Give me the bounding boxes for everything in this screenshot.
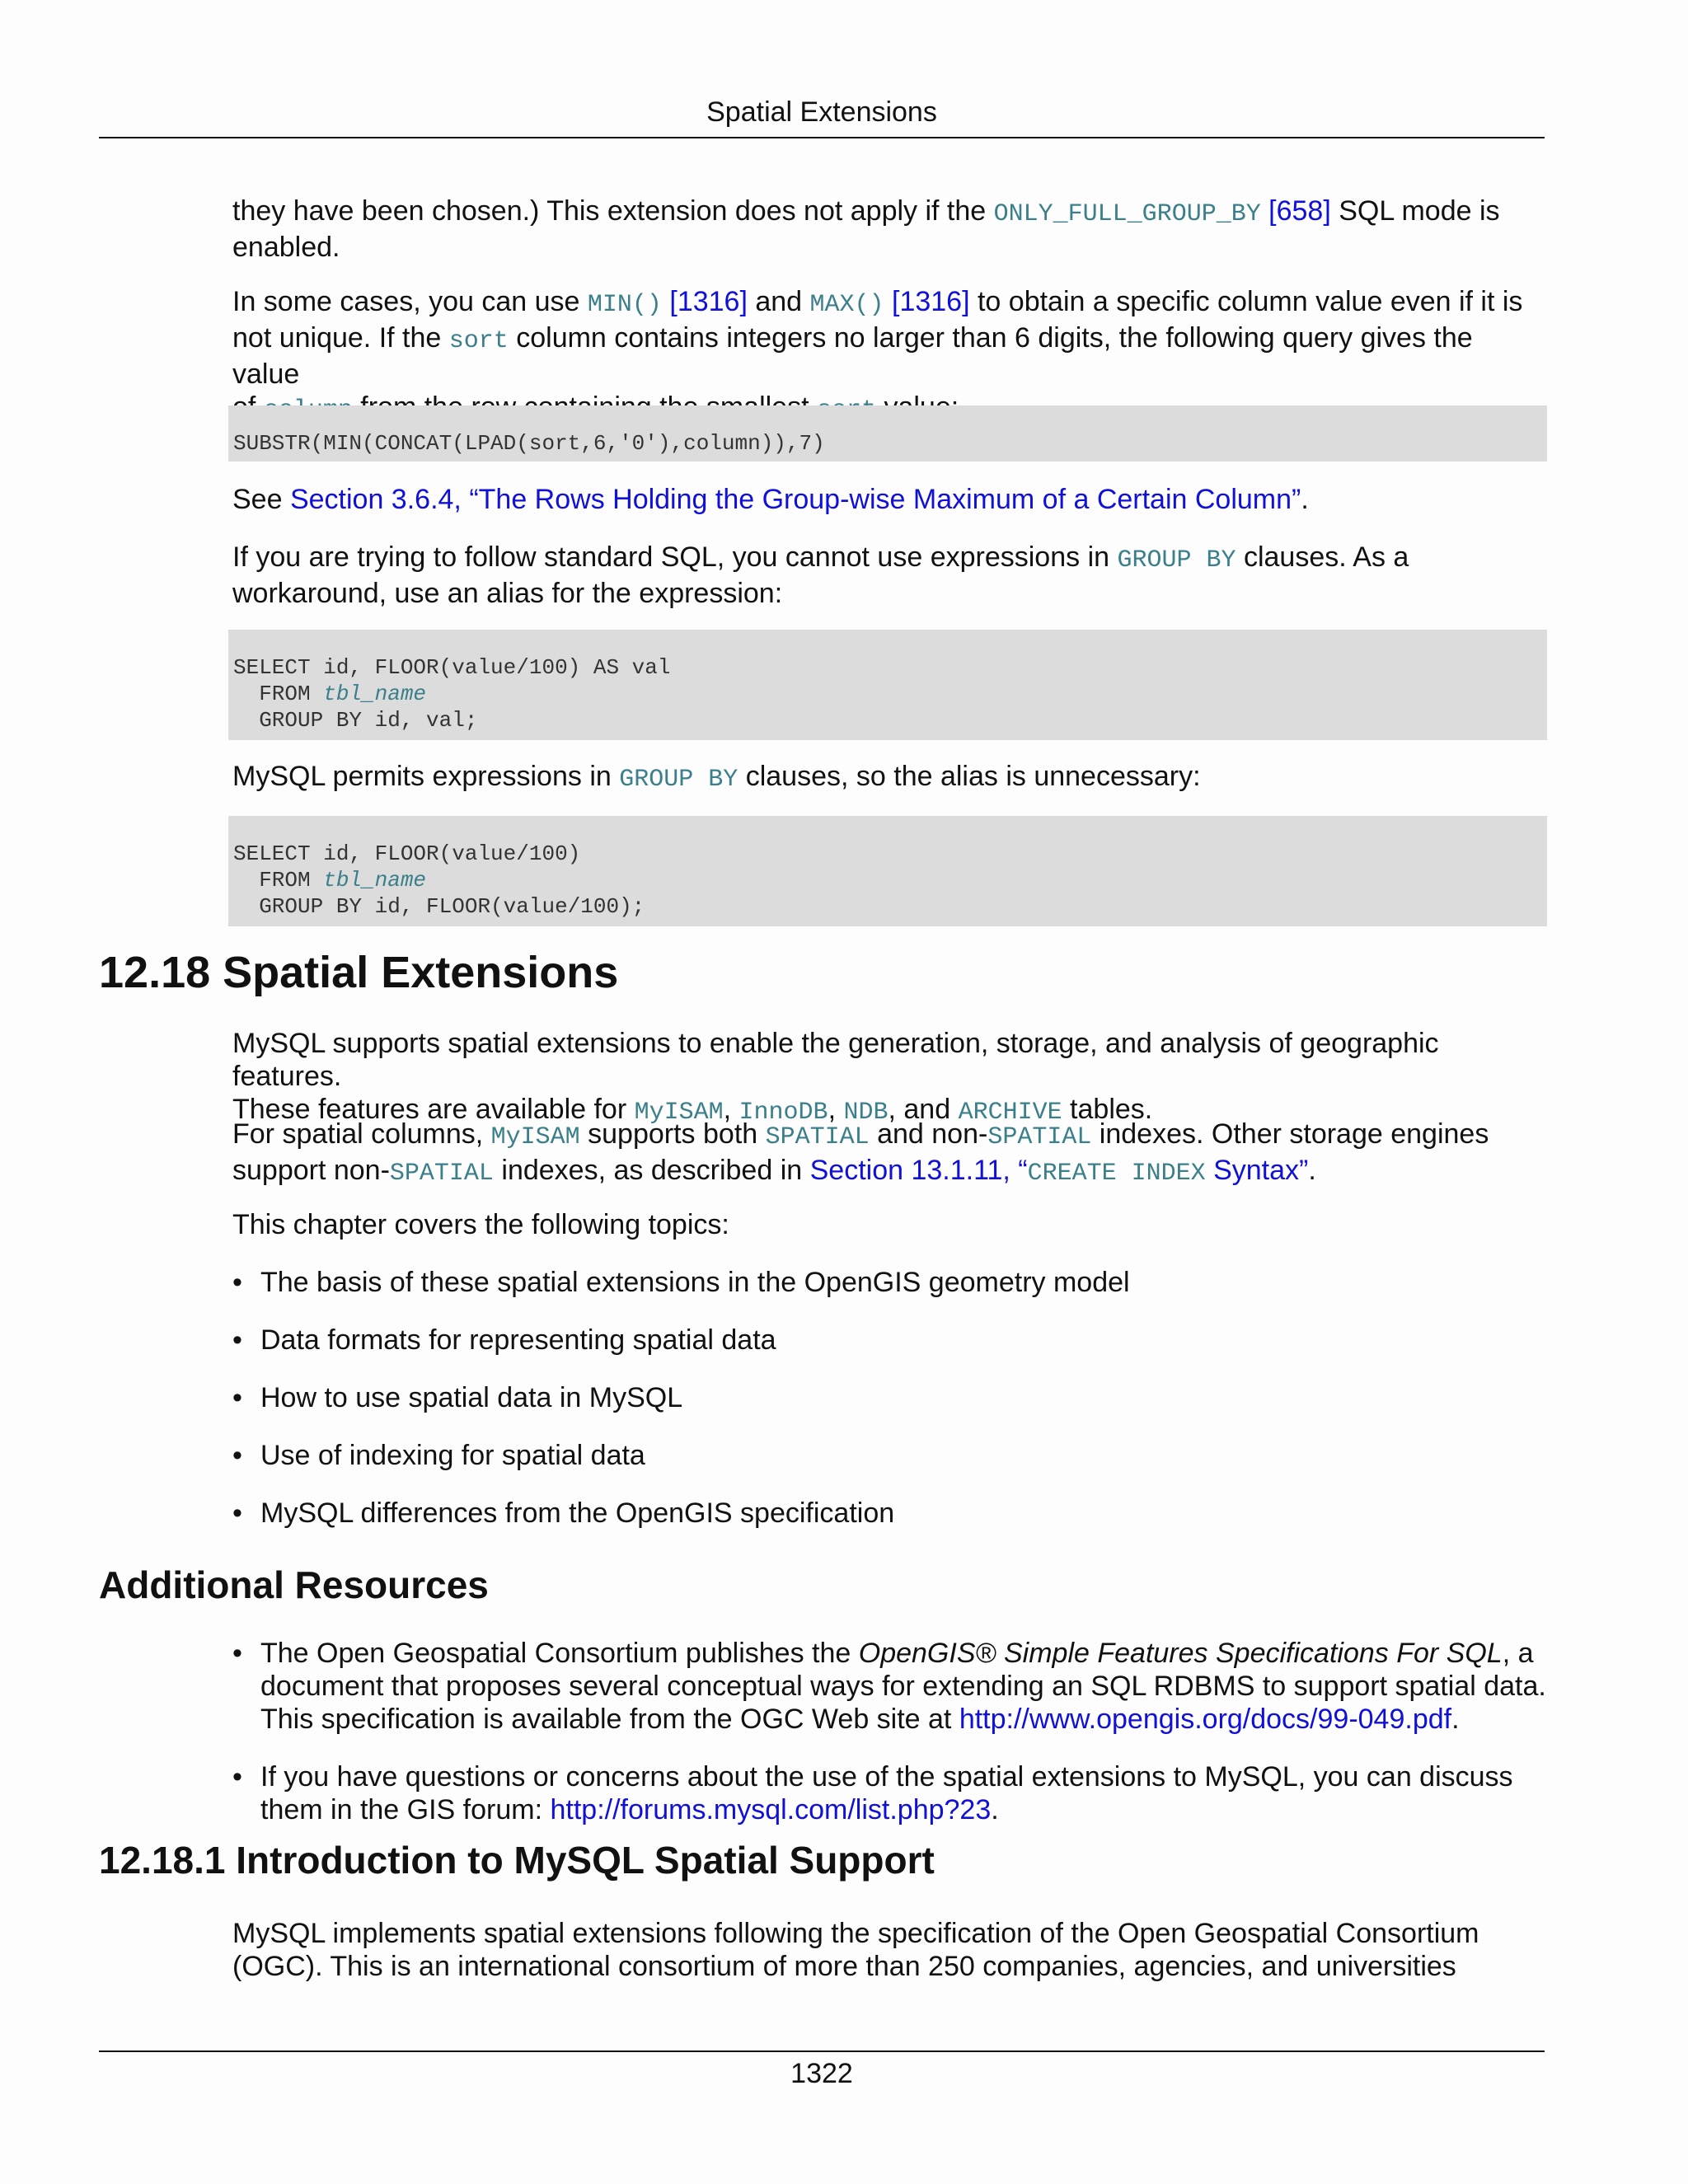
document-page: Spatial Extensions they have been chosen.) This extension does not apply if the ONLY_FULL_GROUP_BY [658] SQL mode is enabled. In some cases, you can use MIN() [1316] and MAX() [1316] to obtain a specific column value even if it is not unique. If the sort column contains integers no larger than 6 digits, the following query gives the value SUBSTR(MIN(CONCAT(LPAD(sort,6,'0'),column)),7) See Section 3.6.4, “The Rows Holding the Group-wise Maximum of a Certain Column”. If you are trying to follow standard SQL, you cannot use expressions in GROUP BY clauses. As a workaround, use an alias for the expression: SELECT id, FLOOR(value/100) AS val FROM tbl_name GROUP BY id, val; MySQL permits expressions in GROUP BY clauses, so the alias is unnecessary: SELECT id, FLOOR(value/100) FROM tbl_name GROUP BY id, FLOOR(value/100); 12.18 Spatial Extensions MySQL supports spatial extensions to enable the generation, storage, and analysis of geographic features. These features are available for MyISAM, InnoDB, NDB, and ARCHIVE tables. For spatial columns, MyISAM supports both SPATIAL and non-SPATIAL indexes. Other storage engines support non-SPATIAL indexes, as described in Section 13.1.11, “CREATE INDEX Syntax”. This chapter covers the following topics: • The basis of these spatial extensions in the OpenGIS geometry model • Data formats for representing spatial data • How to use spatial data in MySQL • Use of indexing for spatial data • MySQL differences from the OpenGIS specification Additional Resources • The Open Geospatial Consortium publishes the OpenGIS® Simple Features Specifications For SQL, a document that proposes several conceptual ways for extending an SQL RDBMS to support spatial data. This specification is available from the OGC Web site at http://www.opengis.org/docs/99-049.pdf. • If you have questions or concerns about the use of the spatial extensions to MySQL, you can discuss them in the GIS forum: http://forums.mysql.com/list.php?23. 12.18.1 Introduction to MySQL Spatial Support MySQL implements spatial extensions following the specification of the Open Geospatial Consortium (OGC). This is an international consortium of more than 250 companies, agencies, and universities 1322 xyxy=(99,96,1546,2089)
section-heading-12-18: 12.18 Spatial Extensions xyxy=(99,948,619,997)
footer-divider xyxy=(99,2050,1545,2052)
ref-link-1316-min[interactable]: [1316] xyxy=(669,286,748,317)
link-archive[interactable]: ARCHIVE xyxy=(958,1099,1062,1127)
paragraph-spatial-columns: For spatial columns, MyISAM supports both SPATIAL and non-SPATIAL indexes. Other storage engines support non-SPATIAL indexes, as described in Section 13.1.11, “CREATE INDEX Syntax”. xyxy=(232,1118,1489,1188)
paragraph-min-max: In some cases, you can use MIN() [1316] and MAX() [1316] to obtain a specific column value even if it is not unique. If the sort column contains integers no larger than 6 digits, the following query gives the value xyxy=(232,285,1546,427)
link-myisam[interactable]: MyISAM xyxy=(490,1123,580,1151)
link-mysql-gis-forum[interactable]: http://forums.mysql.com/list.php?23 xyxy=(550,1794,992,1825)
running-header: Spatial Extensions xyxy=(706,96,937,128)
section-heading-additional-resources: Additional Resources xyxy=(99,1563,489,1606)
link-min-function[interactable]: MIN() xyxy=(587,291,662,319)
paragraph-intro-spatial: MySQL implements spatial extensions following the specification of the Open Geospatial Consortium (OGC). This is an international consortium of more than 250 companies, agencies, and universities xyxy=(232,1918,1479,1982)
link-only-full-group-by[interactable]: ONLY_FULL_GROUP_BY xyxy=(993,200,1261,228)
paragraph-see-section: See Section 3.6.4, “The Rows Holding the Group-wise Maximum of a Certain Column”. xyxy=(232,484,1309,515)
link-myisam[interactable]: MyISAM xyxy=(634,1099,724,1127)
code-block-alias: SELECT id, FLOOR(value/100) AS val FROM tbl_name GROUP BY id, val; xyxy=(228,630,1547,740)
paragraph-mysql-permits: MySQL permits expressions in GROUP BY clauses, so the alias is unnecessary: xyxy=(232,761,1201,794)
ref-link-1316-max[interactable]: [1316] xyxy=(892,286,970,317)
paragraph-group-by-extension: they have been chosen.) This extension does not apply if the ONLY_FULL_GROUP_BY [658] SQL mode is enabled. xyxy=(232,195,1500,263)
link-opengis-pdf[interactable]: http://www.opengis.org/docs/99-049.pdf xyxy=(959,1704,1452,1735)
link-ndb[interactable]: NDB xyxy=(843,1099,889,1127)
link-section-3-6-4[interactable]: Section 3.6.4, “The Rows Holding the Group-wise Maximum of a Certain Column” xyxy=(289,484,1301,515)
code-block-substr: SUBSTR(MIN(CONCAT(LPAD(sort,6,'0'),column)),7) xyxy=(228,405,1547,462)
ref-link-658[interactable]: [658] xyxy=(1268,195,1331,227)
paragraph-chapter-topics: This chapter covers the following topics: xyxy=(232,1209,729,1240)
code-sort: sort xyxy=(448,327,509,355)
paragraph-standard-sql: If you are trying to follow standard SQL, you cannot use expressions in GROUP BY clauses. As a workaround, use an alias for the expression: xyxy=(232,541,1409,609)
header-divider xyxy=(99,137,1545,138)
link-innodb[interactable]: InnoDB xyxy=(738,1099,828,1127)
link-max-function[interactable]: MAX() xyxy=(809,291,884,319)
code-block-expression: SELECT id, FLOOR(value/100) FROM tbl_name GROUP BY id, FLOOR(value/100); xyxy=(228,816,1547,926)
paragraph-spatial-support: MySQL supports spatial extensions to enable the generation, storage, and analysis of geographic features. These features are available for MyISAM, InnoDB, NDB, and ARCHIVE tables. xyxy=(232,1028,1439,1127)
link-group-by[interactable]: GROUP BY xyxy=(1117,546,1236,574)
page-number: 1322 xyxy=(790,2058,853,2089)
link-section-13-1-11[interactable]: Section 13.1.11, “CREATE INDEX Syntax” xyxy=(809,1155,1309,1188)
section-heading-12-18-1: 12.18.1 Introduction to MySQL Spatial Support xyxy=(99,1839,935,1882)
link-group-by[interactable]: GROUP BY xyxy=(619,766,738,794)
